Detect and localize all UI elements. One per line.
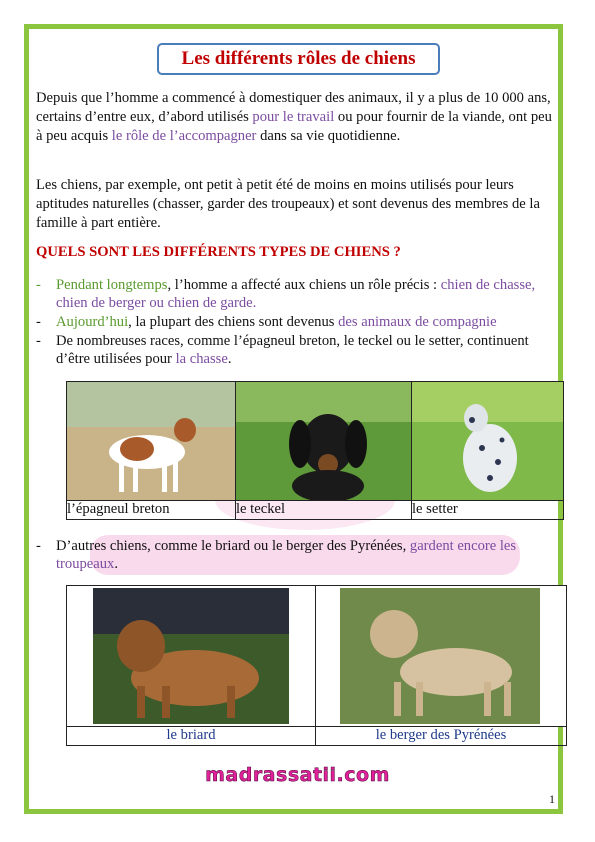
dog-caption: le berger des Pyrénées bbox=[316, 727, 567, 746]
teckel-photo bbox=[236, 382, 411, 500]
page-number: 1 bbox=[549, 792, 555, 806]
intro-paragraph-1: Depuis que l’homme a commencé à domestiquer des animaux, il y a plus de 10 000 ans, certains d’entre eux, d’abord utilisés pour le travail ou pour fournir de la viande, ont peu à peu acquis le rôle de l’accompagner dans sa vie quotidienne. bbox=[36, 90, 552, 144]
dog-caption: le setter bbox=[412, 501, 564, 520]
site-logo-text[interactable]: madrassatii.com bbox=[205, 764, 390, 786]
dog-caption: l’épagneul breton bbox=[67, 501, 236, 520]
bullet-item: - Aujourd’hui, la plupart des chiens sont devenus des animaux de compagnie bbox=[36, 314, 497, 330]
section-heading: QUELS SONT LES DIFFÉRENTS TYPES DE CHIENS ? bbox=[36, 244, 401, 260]
setter-photo bbox=[412, 382, 563, 500]
page-title: Les différents rôles de chiens bbox=[157, 43, 440, 75]
epagneul-breton-photo bbox=[67, 382, 235, 500]
bullet-item: - De nombreuses races, comme l’épagneul breton, le teckel ou le setter, continuent d’être utilisées pour la chasse. bbox=[36, 333, 529, 367]
berger-pyrenees-photo bbox=[316, 586, 566, 726]
dog-caption: le briard bbox=[67, 727, 316, 746]
dog-caption: le teckel bbox=[236, 501, 412, 520]
dog-photo-table-1 bbox=[66, 381, 564, 520]
briard-photo bbox=[67, 586, 315, 726]
intro-paragraph-2: Les chiens, par exemple, ont petit à petit été de moins en moins utilisés pour leurs aptitudes naturelles (chasser, garder des troupeaux) et sont devenus des membres de la famille à part entière. bbox=[36, 177, 540, 231]
dog-photo-table-2 bbox=[66, 585, 567, 746]
bullet-item: - Pendant longtemps, l’homme a affecté aux chiens un rôle précis : chien de chasse, chien de berger ou chien de garde. bbox=[36, 277, 536, 311]
bullet-item: - D’autres chiens, comme le briard ou le berger des Pyrénées, gardent encore les troupeaux. bbox=[36, 538, 517, 572]
